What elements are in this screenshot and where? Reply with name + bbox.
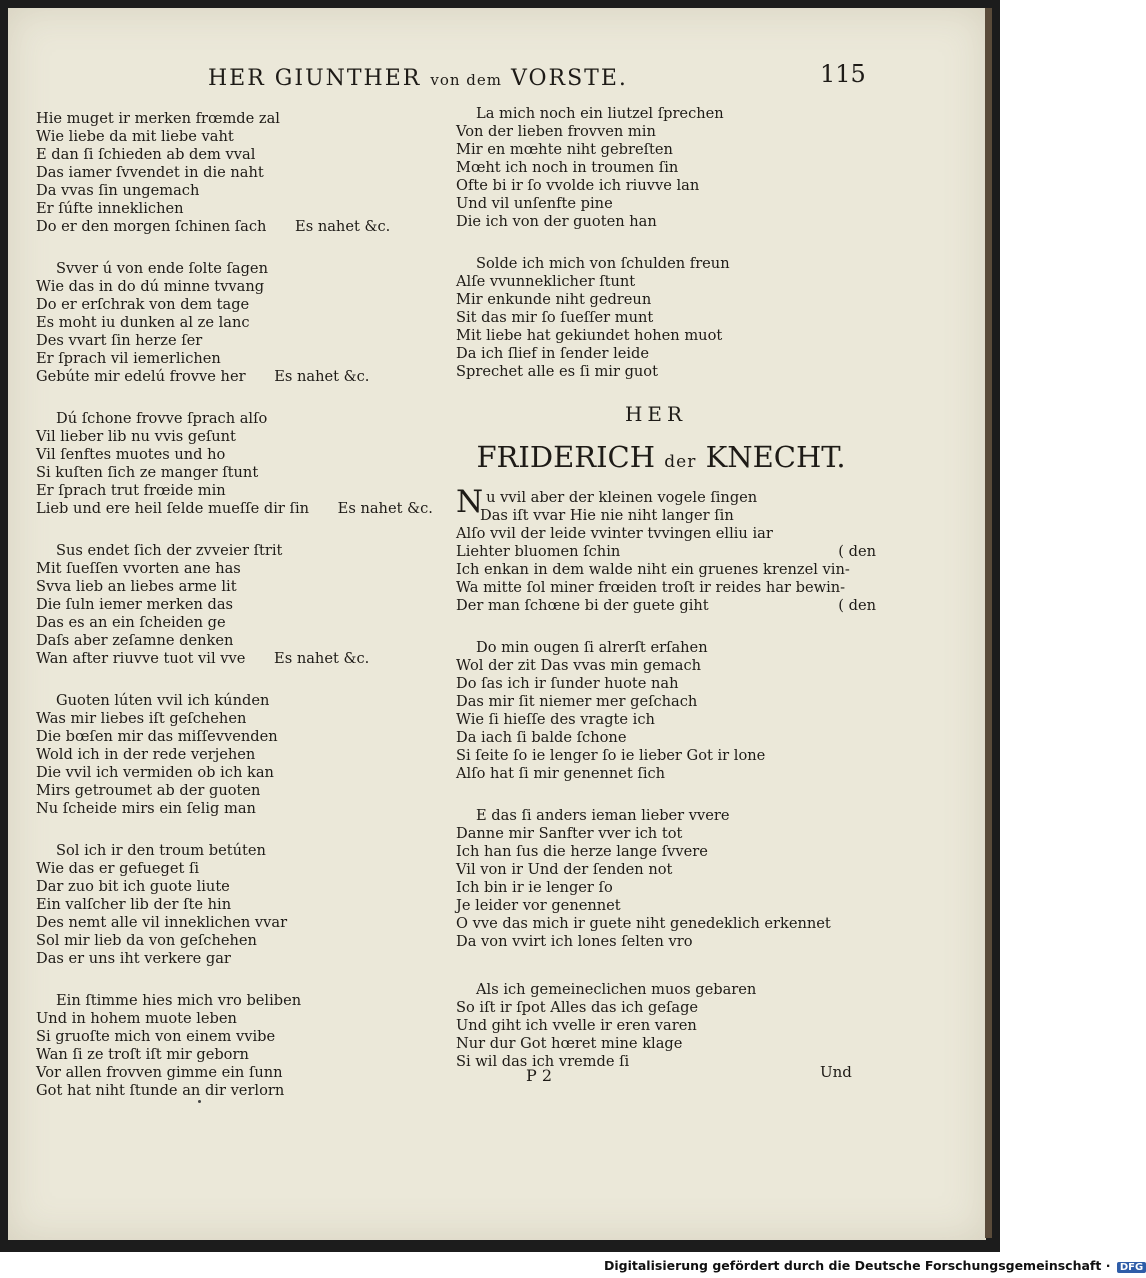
stanza <box>456 484 876 615</box>
verse-line: Solde ich mich von ſchulden freun <box>476 255 730 272</box>
right-column <box>456 105 876 1071</box>
verse-line: Vil lieber lib nu vvis geſunt <box>36 428 236 445</box>
verse-text: Der man ſchœne bi der guete giht <box>456 597 709 614</box>
running-head-tail: VORSTE. <box>510 66 628 91</box>
verse-line: Wie das er gefueget ſi <box>36 860 200 877</box>
verse-line: Wold ich in der rede verjehen <box>36 746 256 763</box>
verse-line: Sol mir lieb da von geſchehen <box>36 932 257 949</box>
verse-line: La mich noch ein liutzel ſprechen <box>476 105 724 122</box>
verse-line: Svver ú von ende ſolte ſagen <box>56 260 268 277</box>
verse-line: Vor allen frovven gimme ein ſunn <box>36 1064 283 1081</box>
stanza <box>36 542 436 668</box>
verse-line: Da von vvirt ich lones ſelten vro <box>456 933 693 950</box>
stanza <box>456 807 876 951</box>
verse-line: Got hat niht ſtunde an dir verlorn <box>36 1082 285 1099</box>
verse-line: Si wil das ich vremde ſi <box>456 1053 630 1070</box>
verse-line: Sit das mir ſo ſueſſer munt <box>456 309 654 326</box>
page-number: 115 <box>820 60 866 88</box>
stanza <box>36 110 436 236</box>
running-head-small: von dem <box>430 71 502 89</box>
verse-line: Das es an ein ſcheiden ge <box>36 614 226 631</box>
verse-text: Gebúte mir edelú frovve her <box>36 368 246 385</box>
verse-line: Ein ſtimme hies mich vro beliben <box>56 992 302 1009</box>
verse-line: Si gruoſte mich von einem vvibe <box>36 1028 276 1045</box>
running-head <box>208 66 628 91</box>
verse-line: Ich han ſus die herze lange ſvvere <box>456 843 708 860</box>
verse-line: Mir enkunde niht gedreun <box>456 291 652 308</box>
verse-line: Das mir ſit niemer mer geſchach <box>456 693 698 710</box>
verse-line: Ich bin ir ie lenger ſo <box>456 879 613 896</box>
stanza <box>36 260 436 278</box>
verse-line: Guoten lúten vvil ich kúnden <box>56 692 270 709</box>
verse-line: Wie liebe da mit liebe vaht <box>36 128 234 145</box>
stanza <box>36 842 436 968</box>
verse-line: Mir en mœhte niht gebreſten <box>456 141 673 158</box>
verse-line: Und in hohem muote leben <box>36 1010 237 1027</box>
author-name-small: der <box>664 452 697 472</box>
verse-line: Vil ſenftes muotes und ho <box>36 446 226 463</box>
stanza <box>456 255 876 381</box>
verse-line: Da ich ſlief in ſender leide <box>456 345 650 362</box>
page-edge <box>985 8 992 1238</box>
verse-line: Dar zuo bit ich guote liute <box>36 878 230 895</box>
verse-line: Do ſas ich ir ſunder huote nah <box>456 675 679 692</box>
verse-line: Svva lieb an liebes arme lit <box>36 578 237 595</box>
author-name-last: KNECHT. <box>705 440 846 474</box>
running-head-main: HER GIUNTHER <box>208 66 422 91</box>
book-page <box>8 8 986 1240</box>
verse-line: So iſt ir ſpot Alles das ich geſage <box>456 999 699 1016</box>
left-column <box>36 110 436 1100</box>
verse-line: Sus endet ſich der zvveier ſtrit <box>56 542 283 559</box>
refrain: Es nahet &c. <box>337 500 433 517</box>
verse-line: Die ſuln iemer merken das <box>36 596 234 613</box>
verse-line: Alſo hat ſi mir genennet ſich <box>456 765 666 782</box>
verse-line: Als ich gemeineclichen muos gebaren <box>476 981 757 998</box>
stanza <box>36 278 436 386</box>
verse-line: Si ſeite ſo ie lenger ſo ie lieber Got ir lone <box>456 747 766 764</box>
author-prefix: HER <box>624 402 688 426</box>
verse-line: E das ſi anders ieman lieber vvere <box>476 807 730 824</box>
verse-line: Sprechet alle es ſi mir guot <box>456 363 658 380</box>
verse-line: Dú ſchone frovve ſprach alſo <box>56 410 268 427</box>
verse-line <box>456 543 876 561</box>
verse-line: Wol der zit Das vvas min gemach <box>456 657 702 674</box>
turnover-note: ( den <box>838 597 876 614</box>
verse-line: E dan ſi ſchieden ab dem vval <box>36 146 256 163</box>
stanza <box>36 410 436 518</box>
verse-line <box>36 368 436 386</box>
verse-line: Wa mitte ſol miner frœiden troſt ir reides har bewin- <box>456 579 846 596</box>
verse-line: Das iſt vvar Hie nie niht langer ſin <box>480 507 734 524</box>
refrain: Es nahet &c. <box>274 368 370 385</box>
verse-line: Je leider vor genennet <box>456 897 621 914</box>
verse-text: Liehter bluomen ſchin <box>456 543 621 560</box>
stanza <box>36 692 436 818</box>
verse-line: Sol ich ir den troum betúten <box>56 842 266 859</box>
stanza <box>456 105 876 231</box>
verse-line: Hie muget ir merken frœmde zal <box>36 110 280 127</box>
verse-line: Vil von ir Und der ſenden not <box>456 861 673 878</box>
turnover-note: ( den <box>838 543 876 560</box>
verse-line: Die ich von der guoten han <box>456 213 657 230</box>
verse-line: Wie ſi hieſſe des vragte ich <box>456 711 655 728</box>
verse-line: Si kuſten ſich ze manger ſtunt <box>36 464 259 481</box>
verse-line: Mit ſueſſen vvorten ane has <box>36 560 241 577</box>
verse-line: Do min ougen ſi alrerſt erſahen <box>476 639 708 656</box>
verse-line: Die vvil ich vermiden ob ich kan <box>36 764 274 781</box>
verse-line: Do er erſchrak von dem tage <box>36 296 250 313</box>
verse-line <box>36 500 436 518</box>
verse-line: Was mir liebes iſt geſchehen <box>36 710 247 727</box>
verse-line: Es moht iu dunken al ze lanc <box>36 314 250 331</box>
verse-line: Mirs getroumet ab der guoten <box>36 782 261 799</box>
verse-line: Ich enkan in dem walde niht ein gruenes krenzel vin- <box>456 561 850 578</box>
verse-line: Daſs aber zeſamne denken <box>36 632 234 649</box>
drop-cap: N <box>456 484 484 520</box>
ink-speck <box>198 1100 201 1103</box>
verse-line: Danne mir Sanfter vver ich tot <box>456 825 683 842</box>
verse-line: Und giht ich vvelle ir eren varen <box>456 1017 697 1034</box>
verse-line: Ein valſcher lib der ſte hin <box>36 896 232 913</box>
verse-line: Alſo vvil der leide vvinter tvvingen elliu iar <box>456 525 773 542</box>
verse-line: Alſe vvunneklicher ſtunt <box>456 273 636 290</box>
catchword: Und <box>820 1063 852 1081</box>
funding-footer <box>604 1258 1146 1273</box>
stanza <box>36 992 436 1100</box>
verse-line: Das iamer ſvvendet in die naht <box>36 164 264 181</box>
verse-text: Do er den morgen ſchinen ſach <box>36 218 267 235</box>
verse-line: Mit liebe hat gekiundet hohen muot <box>456 327 723 344</box>
stanza <box>456 639 876 783</box>
verse-line: Er ſprach trut frœide min <box>36 482 226 499</box>
verse-line: Des vvart ſin herze ſer <box>36 332 203 349</box>
verse-line <box>36 650 436 668</box>
verse-text: Wan after riuvve tuot vil vve <box>36 650 246 667</box>
verse-line: Und vil unſenfte pine <box>456 195 613 212</box>
verse-line: Ofte bi ir ſo vvolde ich riuvve lan <box>456 177 700 194</box>
verse-text: u vvil aber der kleinen vogele ſingen <box>486 489 758 506</box>
signature-mark: P 2 <box>526 1066 553 1085</box>
verse-line: Da iach ſi balde ſchone <box>456 729 627 746</box>
verse-line: Da vvas ſin ungemach <box>36 182 200 199</box>
verse-line: Des nemt alle vil inneklichen vvar <box>36 914 288 931</box>
dfg-logo: DFG <box>1117 1262 1146 1273</box>
verse-line: Die bœſen mir das miſſevvenden <box>36 728 278 745</box>
verse-line: Wan ſi ze troſt iſt mir geborn <box>36 1046 249 1063</box>
author-name-first: FRIDERICH <box>476 440 656 474</box>
refrain: Es nahet &c. <box>274 650 370 667</box>
author-heading <box>456 435 866 479</box>
funding-text: Digitalisierung gefördert durch die Deutsche Forschungsgemeinschaft · <box>604 1258 1111 1273</box>
verse-line: Das er uns iht verkere gar <box>36 950 231 967</box>
verse-line: Mœht ich noch in troumen ſin <box>456 159 679 176</box>
verse-line <box>36 218 436 236</box>
verse-line: Von der lieben frovven min <box>456 123 656 140</box>
refrain: Es nahet &c. <box>295 218 391 235</box>
verse-line: Nu ſcheide mirs ein ſelig man <box>36 800 256 817</box>
verse-line <box>456 597 876 615</box>
verse-line: Er ſúfte inneklichen <box>36 200 184 217</box>
verse-line: O vve das mich ir guete niht genedeklich erkennet <box>456 915 831 932</box>
verse-text: Lieb und ere heil ſelde mueſſe dir ſin <box>36 500 310 517</box>
verse-line: Er ſprach vil iemerlichen <box>36 350 221 367</box>
stanza <box>456 981 876 1071</box>
verse-line: Nur dur Got hœret mine klage <box>456 1035 683 1052</box>
verse-line: Wie das in do dú minne tvvang <box>36 278 265 295</box>
